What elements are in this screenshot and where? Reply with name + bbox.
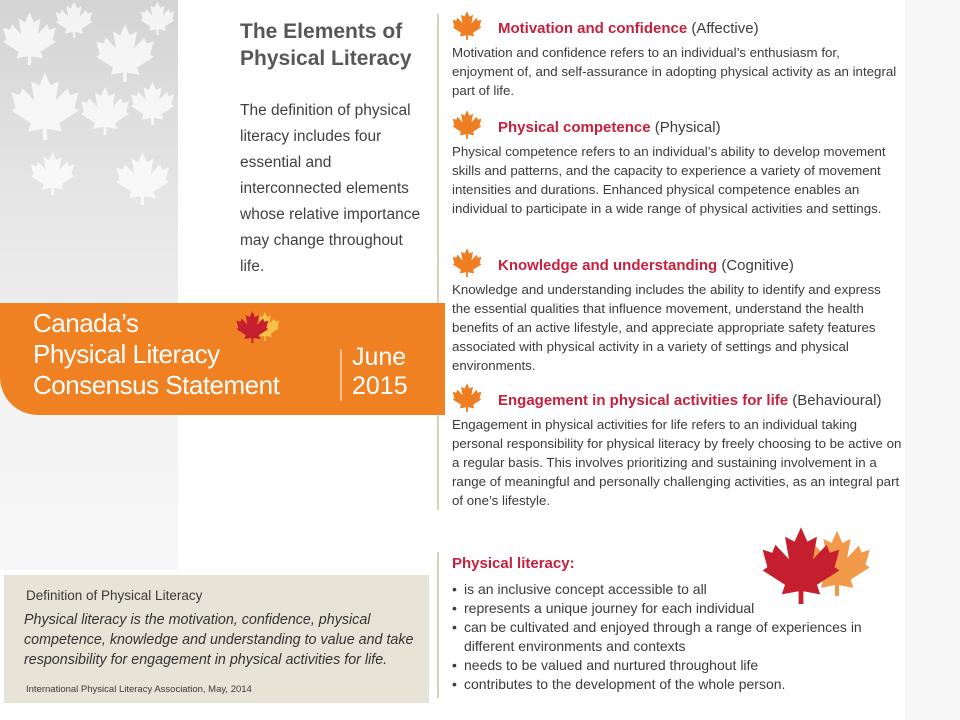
element-category: (Physical) bbox=[654, 119, 721, 136]
definition-source: International Physical Literacy Association, May, 2014 bbox=[26, 684, 252, 695]
element-description: Motivation and confidence refers to an individual’s enthusiasm for, enjoyment of, and self-assurance in adopting physical activity as an integral part of life. bbox=[452, 45, 897, 98]
banner-year: 2015 bbox=[352, 372, 408, 400]
element-title: Knowledge and understanding bbox=[498, 257, 718, 274]
element-motivation-confidence bbox=[452, 18, 902, 100]
consensus-statement-banner bbox=[0, 303, 445, 415]
maple-leaf-icon bbox=[452, 382, 482, 412]
banner-line: Canada’s bbox=[33, 308, 139, 338]
element-description: Engagement in physical activities for life refers to an individual taking personal responsibility for physical literacy by freely choosing to be active on a regular basis. This involves prioritizing and sustaining involvement in a range of meaningful and personally challenging activities, as an integral part of one’s lifestyle. bbox=[452, 417, 902, 508]
list-item: • represents a unique journey for each individual bbox=[452, 599, 872, 618]
element-knowledge-understanding bbox=[452, 255, 902, 375]
list-item: • needs to be valued and nurtured throughout life bbox=[452, 656, 872, 675]
element-category: (Affective) bbox=[691, 20, 759, 37]
definition-title: Definition of Physical Literacy bbox=[26, 588, 203, 603]
banner-line: Consensus Statement bbox=[33, 370, 280, 400]
physical-literacy-heading: Physical literacy: bbox=[452, 555, 575, 572]
banner-month: June bbox=[352, 343, 407, 371]
maple-leaf-icon bbox=[452, 10, 482, 40]
right-margin-panel bbox=[905, 0, 960, 720]
list-item: • contributes to the development of the whole person. bbox=[452, 675, 872, 694]
physical-literacy-list bbox=[452, 580, 872, 694]
intro-text: The definition of physical literacy includes four essential and interconnected elements whose relative importance may change throughout life. bbox=[240, 102, 421, 275]
element-description: Knowledge and understanding includes the ability to identify and express the essential qualities that influence movement, understand the health benefits of an active lifestyle, and appreciate appropriate safety features associated with physical activity in a variety of settings and physical environments. bbox=[452, 282, 881, 373]
banner-separator bbox=[340, 349, 342, 401]
definition-text: Physical literacy is the motivation, confidence, physical competence, knowledge and understanding to value and take responsibility for engagement in physical activities for life. bbox=[24, 612, 414, 668]
list-item: • can be cultivated and enjoyed through a range of experiences in different environments and contexts bbox=[452, 618, 872, 656]
banner-date bbox=[352, 343, 408, 401]
element-title: Engagement in physical activities for life bbox=[498, 392, 789, 409]
maple-leaf-icon bbox=[452, 247, 482, 277]
maple-leaves-icon bbox=[234, 308, 284, 350]
element-description: Physical competence refers to an individual’s ability to develop movement skills and patterns, and the capacity to experience a variety of movement intensities and durations. Enhanced physical competence enables an individual to participate in a wide range of physical activities and settings. bbox=[452, 144, 886, 216]
element-category: (Behavioural) bbox=[792, 392, 882, 409]
divider-line bbox=[437, 14, 439, 510]
element-physical-competence bbox=[452, 117, 902, 218]
maple-leaf-icon bbox=[452, 109, 482, 139]
background-leaf-pattern bbox=[0, 0, 178, 570]
element-engagement bbox=[452, 390, 902, 510]
element-title: Motivation and confidence bbox=[498, 20, 688, 37]
divider-line bbox=[437, 552, 439, 698]
list-item: • is an inclusive concept accessible to all bbox=[452, 580, 872, 599]
element-title: Physical competence bbox=[498, 119, 651, 136]
element-category: (Cognitive) bbox=[721, 257, 794, 274]
banner-line: Physical Literacy bbox=[33, 339, 220, 369]
page-title: The Elements of Physical Literacy bbox=[240, 20, 412, 70]
